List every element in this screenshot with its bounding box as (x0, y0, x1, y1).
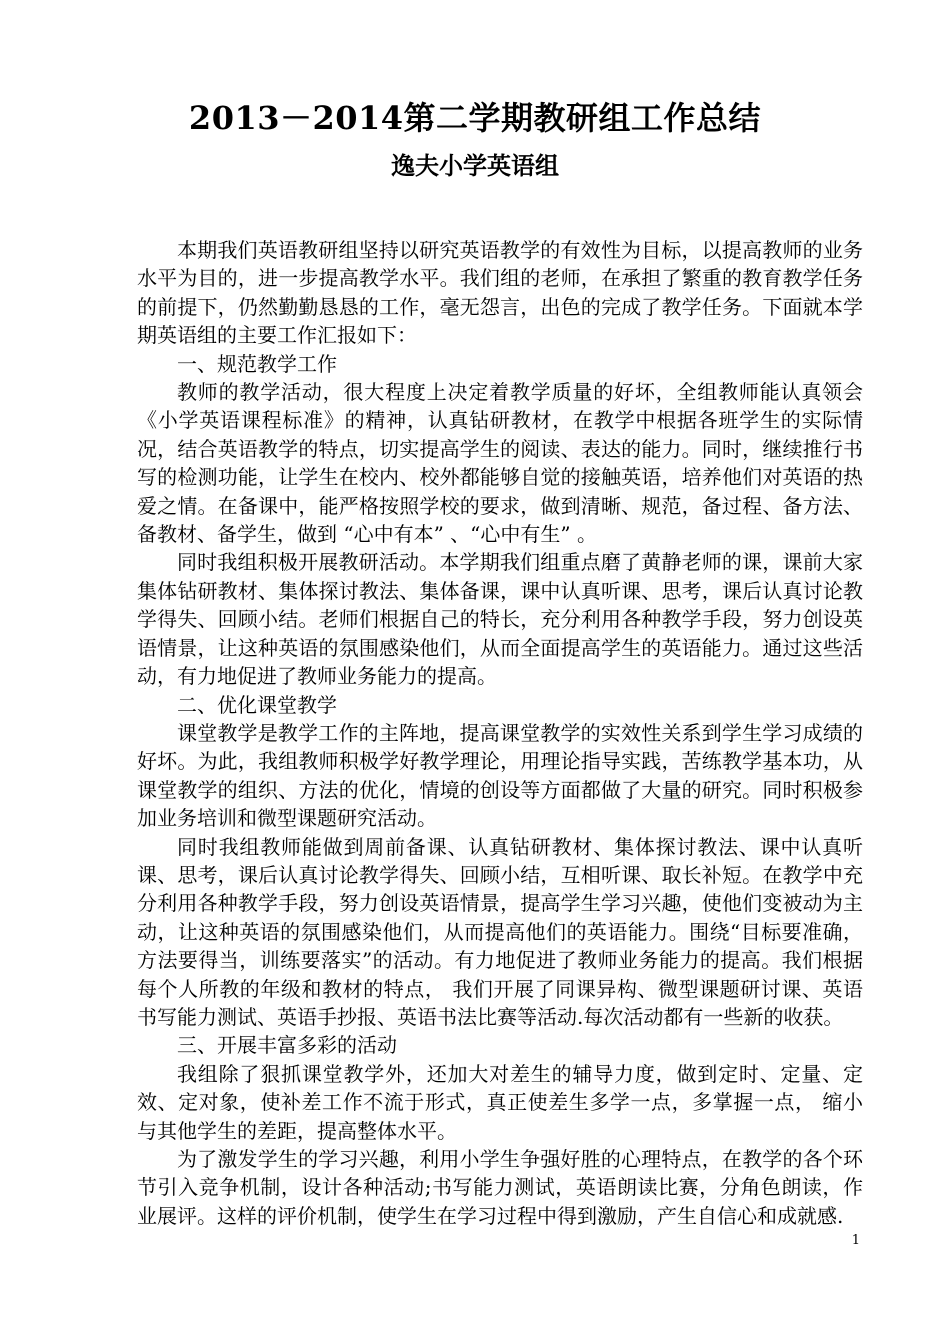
section-heading-2: 二、优化课堂教学 (177, 692, 337, 717)
paragraph-section2-a: 课堂教学是教学工作的主阵地，提高课堂教学的实效性关系到学生学习成绩的好坏。为此，我组教师积极学好教学理论，用理论指导实践，苦练教学基本功，从课堂教学的组织、方法的优化，情境的创设等方面都做了大量的研究。同时积极参加业务培训和微型课题研究活动。 (137, 720, 863, 831)
document-body (137, 236, 863, 1230)
paragraph-section1-a: 教师的教学活动，很大程度上决定着教学质量的好坏，全组教师能认真领会《小学英语课程标准》的精神，认真钻研教材，在教学中根据各班学生的实际情况，结合英语教学的特点，切实提高学生的阅读、表达的能力。同时，继续推行书写的检测功能，让学生在校内、校外都能够自觉的接触英语，培养他们对英语的热爱之情。在备课中，能严格按照学校的要求，做到清晰、规范，备过程、备方法、备教材、备学生，做到 “心中有本” 、“心中有生” 。 (137, 380, 863, 547)
paragraph-section3-b: 为了激发学生的学习兴趣，利用小学生争强好胜的心理特点，在教学的各个环节引入竞争机制，设计各种活动;书写能力测试，英语朗读比赛，分角色朗读，作业展评。这样的评价机制，使学生在学习过程中得到激励，产生自信心和成就感. (137, 1147, 863, 1228)
paragraph-section3-a: 我组除了狠抓课堂教学外，还加大对差生的辅导力度，做到定时、定量、定效、定对象，使补差工作不流于形式，真正使差生多学一点，多掌握一点， 缩小与其他学生的差距，提高整体水平。 (137, 1061, 863, 1143)
page-number: 1 (851, 1233, 860, 1248)
section-heading-3: 三、开展丰富多彩的活动 (177, 1033, 397, 1058)
paragraph-section1-b: 同时我组积极开展教研活动。本学期我们组重点磨了黄静老师的课，课前大家集体钻研教材、集体探讨教法、集体备课，课中认真听课、思考，课后认真讨论教学得失、回顾小结。老师们根据自己的特长，充分利用各种教学手段，努力创设英语情景，让这种英语的氛围感染他们，从而全面提高学生的英语能力。通过这些活动，有力地促进了教师业务能力的提高。 (137, 550, 863, 689)
section-heading-1: 一、规范教学工作 (177, 351, 337, 376)
document-title: 2013－2014第二学期教研组工作总结 (188, 99, 762, 137)
document-subtitle: 逸夫小学英语组 (391, 152, 559, 180)
paragraph-intro: 本期我们英语教研组坚持以研究英语教学的有效性为目标，以提高教师的业务水平为目的，进一步提高教学水平。我们组的老师，在承担了繁重的教育教学任务的前提下，仍然勤勤恳恳的工作，毫无怨言，出色的完成了教学任务。下面就本学期英语组的主要工作汇报如下： (137, 238, 863, 348)
paragraph-section2-b: 同时我组教师能做到周前备课、认真钻研教材、集体探讨教法、课中认真听课、思考，课后认真讨论教学得失、回顾小结，互相听课、取长补短。在教学中充分利用各种教学手段，努力创设英语情景，提高学生学习兴趣，使他们变被动为主动，让这种英语的氛围感染他们，从而提高他们的英语能力。围绕“目标要准确，方法要得当，训练要落实”的活动。有力地促进了教师业务能力的提高。我们根据每个人所教的年级和教材的特点， 我们开展了同课异构、微型课题研讨课、英语书写能力测试、英语手抄报、英语书法比赛等活动.每次活动都有一些新的收获。 (137, 834, 863, 1029)
